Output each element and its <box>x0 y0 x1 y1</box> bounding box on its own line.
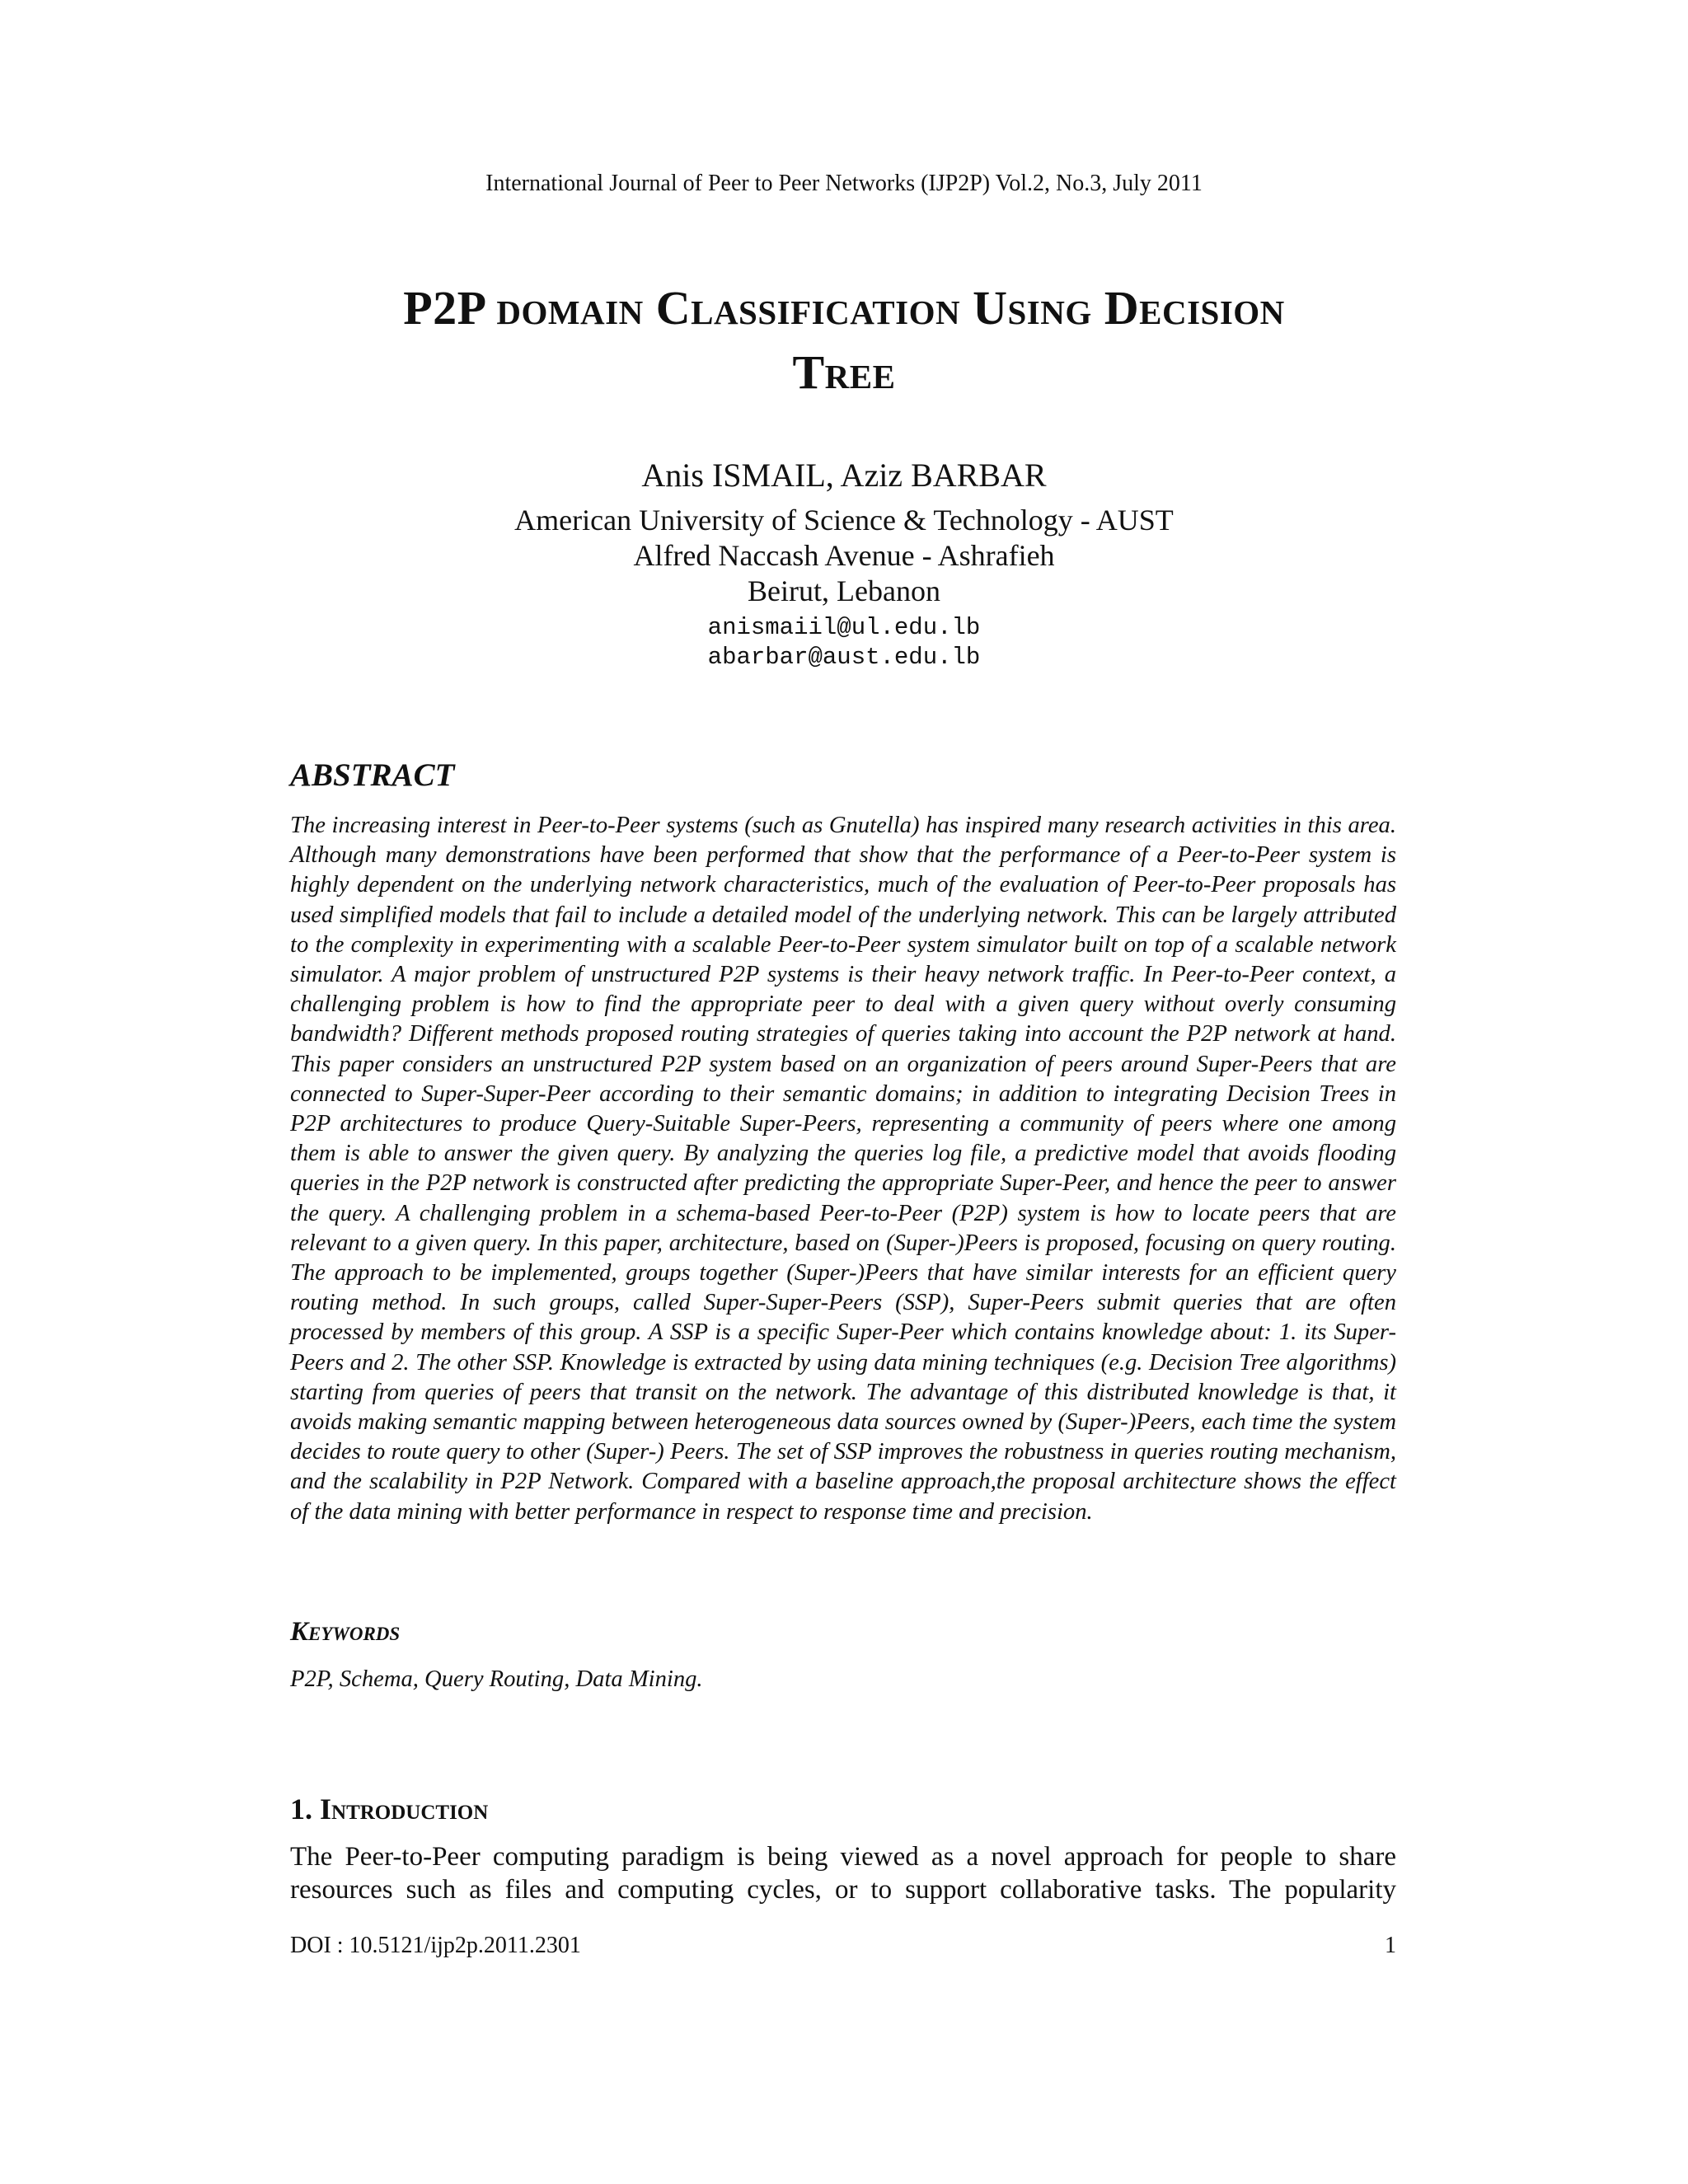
paper-title <box>247 276 1441 405</box>
affiliation-city: Beirut, Lebanon <box>748 574 940 607</box>
abstract-text: The increasing interest in Peer-to-Peer systems (such as Gnutella) has inspired many research activities in this area. Although many demonstrations have been performed that show that the performance of a Peer-to-Peer system is highly dependent on the underlying network characteristics, much of the evaluation of Peer-to-Peer proposals has used simplified models that fail to include a detailed model of the underlying network. This can be largely attributed to the complexity in experimenting with a scalable Peer-to-Peer system simulator built on top of a scalable network simulator. A major problem of unstructured P2P systems is their heavy network traffic. In Peer-to-Peer context, a challenging problem is how to find the appropriate peer to deal with a given query without overly consuming bandwidth? Different methods proposed routing strategies of queries taking into account the P2P network at hand. This paper considers an unstructured P2P system based on an organization of peers around Super-Peers that are connected to Super-Super-Peer according to their semantic domains; in addition to integrating Decision Trees in P2P architectures to produce Query-Suitable Super-Peers, representing a community of peers where one among them is able to answer the given query. By analyzing the queries log file, a predictive model that avoids flooding queries in the P2P network is constructed after predicting the appropriate Super-Peer, and hence the peer to answer the query. A challenging problem in a schema-based Peer-to-Peer (P2P) system is how to locate peers that are relevant to a given query. In this paper, architecture, based on (Super-)Peers is proposed, focusing on query routing. The approach to be implemented, groups together (Super-)Peers that have similar interests for an efficient query routing method. In such groups, called Super-Super-Peers (SSP), Super-Peers submit queries that are often processed by members of this group. A SSP is a specific Super-Peer which contains knowledge about: 1. its Super-Peers and 2. The other SSP. Knowledge is extracted by using data mining techniques (e.g. Decision Tree algorithms) starting from queries of peers that transit on the network. The advantage of this distributed knowledge is that, it avoids making semantic mapping between heterogeneous data sources owned by (Super-)Peers, each time the system decides to route query to other (Super-) Peers. The set of SSP improves the robustness in queries routing mechanism, and the scalability in P2P Network. Compared with a baseline approach,the proposal architecture shows the effect of the data mining with better performance in respect to response time and precision. <box>290 813 1396 1525</box>
running-header: International Journal of Peer to Peer Networks (IJP2P) Vol.2, No.3, July 2011 <box>485 171 1203 196</box>
title-line-1: P2P domain Classification Using Decision <box>403 281 1285 335</box>
footer-doi: DOI : 10.5121/ijp2p.2011.2301 <box>290 1933 581 1958</box>
email-2: abarbar@aust.edu.lb <box>707 644 981 671</box>
abstract-heading: ABSTRACT <box>290 757 455 793</box>
email-1: anismaiil@ul.edu.lb <box>707 614 981 641</box>
author-names: Anis ISMAIL, Aziz BARBAR <box>641 457 1047 494</box>
page-number: 1 <box>1385 1933 1396 1958</box>
affiliation-street: Alfred Naccash Avenue - Ashrafieh <box>633 539 1055 572</box>
affiliation-institution: American University of Science & Technology - AUST <box>514 504 1174 537</box>
author-emails <box>0 613 1688 673</box>
keywords-heading: Keywords <box>290 1617 401 1647</box>
title-line-2: Tree <box>792 345 896 399</box>
keywords-text: P2P, Schema, Query Routing, Data Mining. <box>290 1666 703 1692</box>
introduction-heading: 1. Introduction <box>290 1793 489 1825</box>
introduction-text: The Peer-to-Peer computing paradigm is being viewed as a novel approach for people to share resources such as files and computing cycles, or to support collaborative tasks. The popularity <box>290 1842 1396 1905</box>
affiliation <box>0 503 1688 609</box>
